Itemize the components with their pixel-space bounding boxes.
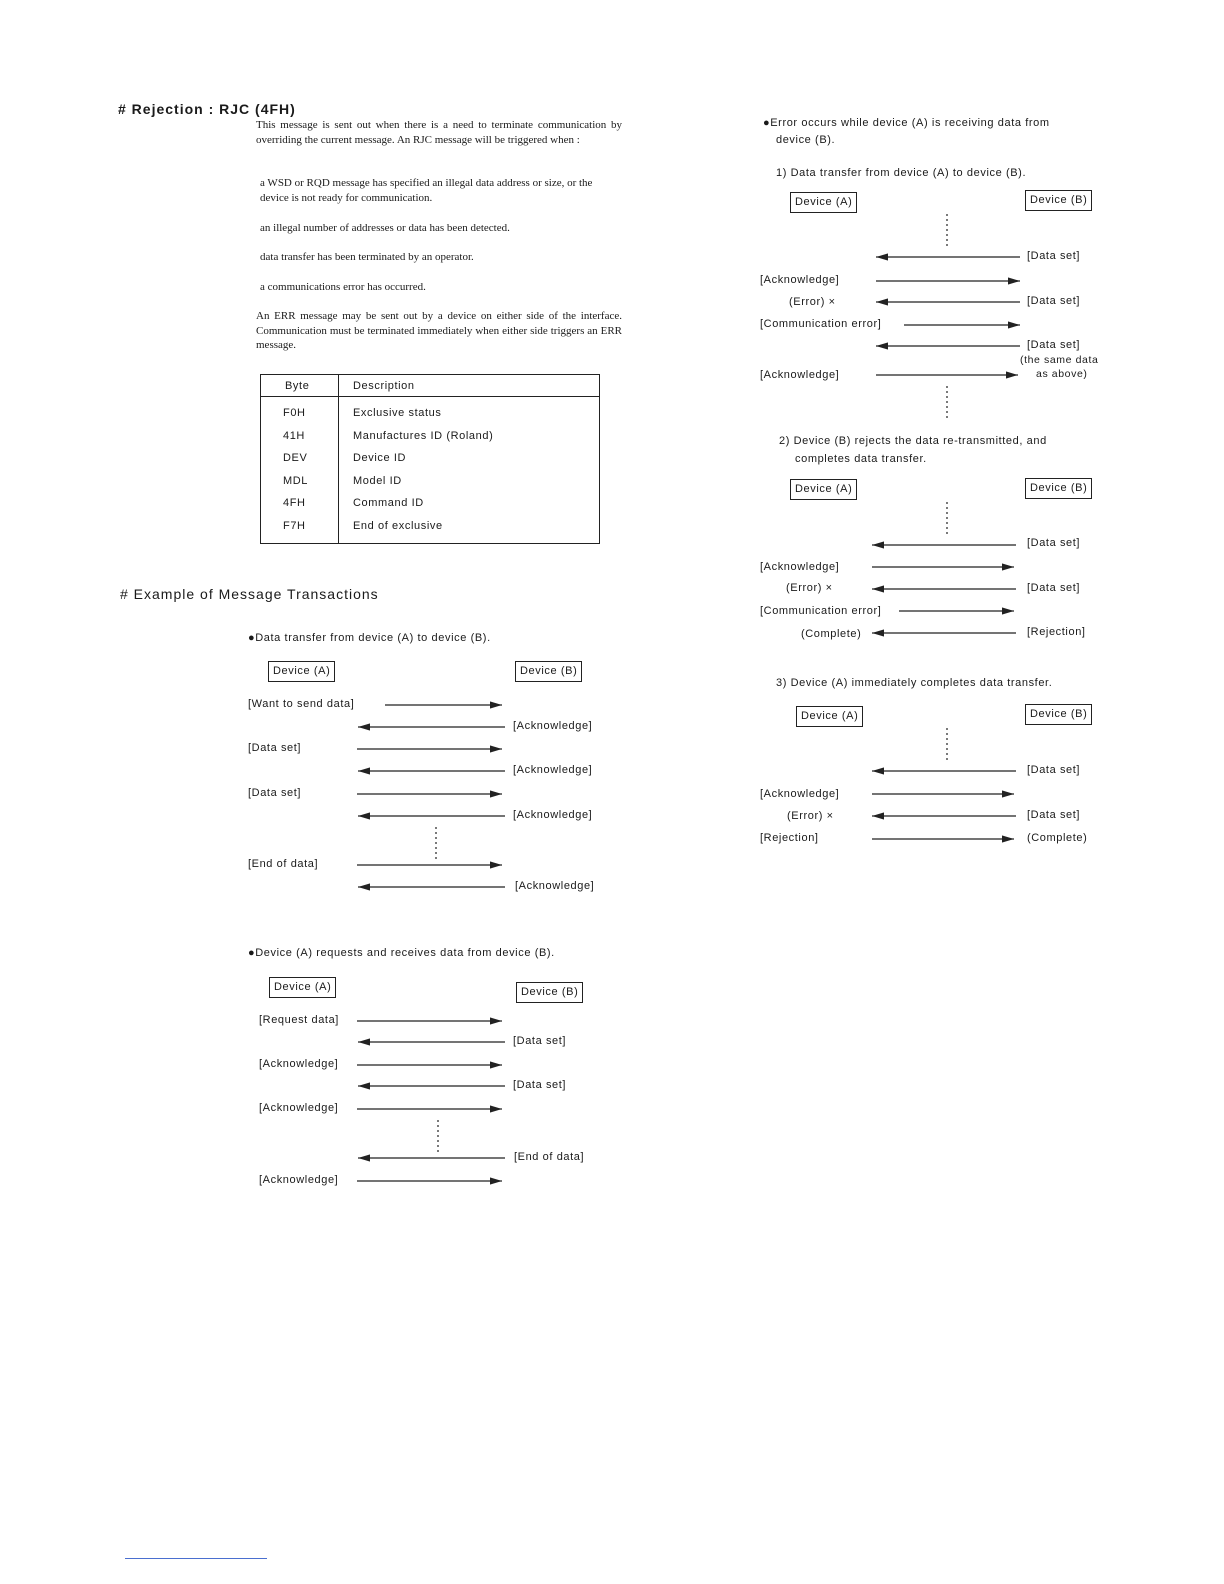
sub1-heading: 1) Data transfer from device (A) to device (B). [776, 167, 1027, 179]
condition-item: a WSD or RQD message has specified an illegal data address or size, or the device is not ready for communication. [260, 177, 593, 204]
table-cell-description: End of exclusive [353, 520, 443, 532]
message-label: [Acknowledge] [513, 720, 593, 732]
message-label: [Data set] [513, 1079, 567, 1091]
bullet-icon: ● [248, 947, 256, 959]
table-cell-description: Device ID [353, 452, 407, 464]
ex1-heading: ●Data transfer from device (A) to device (B). [248, 632, 491, 644]
examples-title: # Example of Message Transactions [120, 586, 379, 602]
err-note: An ERR message may be sent out by a device on either side of the interface. Communication must be terminated immediately when either side triggers an ERR message. [256, 310, 622, 351]
condition-item: an illegal number of addresses or data has been detected. [260, 222, 510, 234]
ex2-heading: ●Device (A) requests and receives data from device (B). [248, 947, 555, 959]
table-cell-description: Exclusive status [353, 407, 442, 419]
ex3-heading: ●Error occurs while device (A) is receiving data from [763, 117, 1050, 129]
message-label: [Acknowledge] [513, 809, 593, 821]
message-label: [Data set] [1027, 250, 1081, 262]
bullet-icon: ● [248, 632, 256, 644]
message-label: [Acknowledge] [760, 788, 840, 800]
message-label: [Acknowledge] [513, 764, 593, 776]
condition-item: data transfer has been terminated by an operator. [260, 251, 474, 263]
table-cell-byte: F7H [283, 520, 306, 532]
table-header-description: Description [353, 380, 415, 392]
device-b-box: Device (B) [516, 982, 583, 1003]
sub2-heading: 2) Device (B) rejects the data re-transmitted, and [779, 435, 1047, 447]
table-cell-byte: MDL [283, 475, 309, 487]
table-cell-description: Model ID [353, 475, 402, 487]
sub3-heading: 3) Device (A) immediately completes data transfer. [776, 677, 1053, 689]
message-label: [Acknowledge] [259, 1058, 339, 1070]
message-label: [Acknowledge] [760, 561, 840, 573]
message-label: [Data set] [1027, 537, 1081, 549]
message-label: [Communication error] [760, 605, 882, 617]
message-note: (the same data [1020, 354, 1099, 366]
message-label: [End of data] [514, 1151, 585, 1163]
message-label: [Data set] [248, 787, 302, 799]
table-cell-description: Manufactures ID (Roland) [353, 430, 494, 442]
message-label: [Data set] [1027, 764, 1081, 776]
device-b-box: Device (B) [515, 661, 582, 682]
message-label: [Acknowledge] [515, 880, 595, 892]
condition-item: a communications error has occurred. [260, 281, 426, 293]
device-b-box: Device (B) [1025, 704, 1092, 725]
table-cell-byte: F0H [283, 407, 306, 419]
table-cell-byte: 4FH [283, 497, 306, 509]
message-label: [Acknowledge] [760, 369, 840, 381]
device-a-box: Device (A) [790, 192, 857, 213]
message-label: [Data set] [1027, 295, 1081, 307]
message-label: [Data set] [248, 742, 302, 754]
message-label: [Data set] [513, 1035, 567, 1047]
message-label: (Complete) [1027, 832, 1088, 844]
message-label: [Request data] [259, 1014, 339, 1026]
table-header-byte: Byte [285, 380, 310, 392]
message-label: [Data set] [1027, 582, 1081, 594]
message-label: [Rejection] [1027, 626, 1086, 638]
device-a-box: Device (A) [268, 661, 335, 682]
sub2-heading-line2: completes data transfer. [795, 453, 927, 465]
message-note: as above) [1036, 368, 1088, 380]
message-label: (Complete) [801, 628, 862, 640]
device-a-box: Device (A) [269, 977, 336, 998]
ex3-heading-line2: device (B). [776, 134, 836, 146]
table-cell-byte: 41H [283, 430, 305, 442]
device-a-box: Device (A) [796, 706, 863, 727]
message-label: [Rejection] [760, 832, 819, 844]
table-cell-description: Command ID [353, 497, 424, 509]
message-label: [End of data] [248, 858, 319, 870]
device-a-box: Device (A) [790, 479, 857, 500]
device-b-box: Device (B) [1025, 190, 1092, 211]
rejection-title: # Rejection : RJC (4FH) [118, 101, 296, 117]
message-label: [Acknowledge] [760, 274, 840, 286]
message-label: (Error) × [789, 296, 836, 308]
device-b-box: Device (B) [1025, 478, 1092, 499]
message-label: (Error) × [787, 810, 834, 822]
message-label: [Acknowledge] [259, 1174, 339, 1186]
message-label: [Data set] [1027, 339, 1081, 351]
footer-rule [125, 1558, 267, 1559]
bullet-icon: ● [763, 117, 771, 129]
message-label: [Communication error] [760, 318, 882, 330]
message-label: (Error) × [786, 582, 833, 594]
message-label: [Want to send data] [248, 698, 355, 710]
message-label: [Acknowledge] [259, 1102, 339, 1114]
rejection-intro: This message is sent out when there is a need to terminate communication by overriding the current message. An RJC message will be triggered when : [256, 119, 622, 146]
table-cell-byte: DEV [283, 452, 308, 464]
message-label: [Data set] [1027, 809, 1081, 821]
